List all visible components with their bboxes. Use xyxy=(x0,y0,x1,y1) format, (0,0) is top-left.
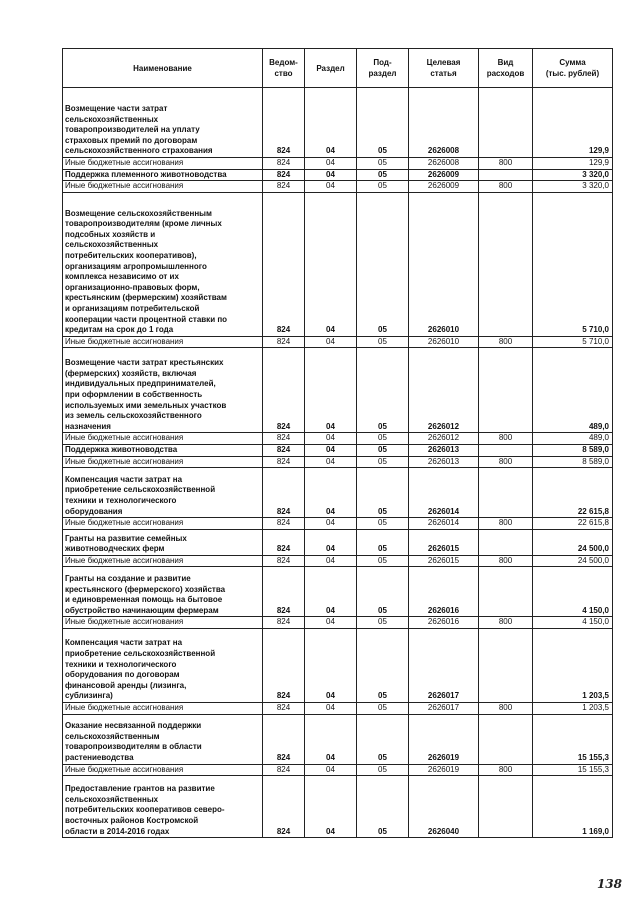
table-row xyxy=(63,192,613,336)
table-row xyxy=(63,348,613,433)
row-target: 2626012 xyxy=(409,433,479,445)
row-section: 04 xyxy=(305,468,357,518)
row-subsection: 05 xyxy=(357,456,409,468)
row-section: 04 xyxy=(305,628,357,702)
row-expense: 800 xyxy=(479,702,533,714)
row-dept: 824 xyxy=(263,169,305,181)
row-target: 2626012 xyxy=(409,348,479,433)
row-name: Возмещение сельскохозяйственным товаропроизводителям (кроме личных подсобных хозяйств и сельскохозяйственных потребительских кооперативов), организациям агропромышленного комплекса независимо от их организационно-правовых форм, крестьянским (фермерским) хозяйствам и организациям потребительской кооперации части процентной ставки по кредитам на срок до 1 года xyxy=(63,192,263,336)
row-name: Оказание несвязанной поддержки сельскохозяйственным товаропроизводителям в области растениеводства xyxy=(63,714,263,764)
row-expense: 800 xyxy=(479,456,533,468)
row-sum: 24 500,0 xyxy=(533,529,613,555)
row-name: Иные бюджетные ассигнования xyxy=(63,518,263,530)
row-dept: 824 xyxy=(263,336,305,348)
header-dept: Ведом- ство xyxy=(263,49,305,88)
row-subsection: 05 xyxy=(357,529,409,555)
row-dept: 824 xyxy=(263,529,305,555)
row-dept: 824 xyxy=(263,158,305,170)
row-dept: 824 xyxy=(263,444,305,456)
row-target: 2626014 xyxy=(409,518,479,530)
table-row xyxy=(63,158,613,170)
row-name: Предоставление грантов на развитие сельскохозяйственных потребительских кооперативов северо- восточных районов Костромской области в 2014-2016 годах xyxy=(63,776,263,838)
row-expense: 800 xyxy=(479,617,533,629)
row-target: 2626015 xyxy=(409,529,479,555)
table-row xyxy=(63,764,613,776)
row-expense xyxy=(479,714,533,764)
row-section: 04 xyxy=(305,764,357,776)
row-dept: 824 xyxy=(263,628,305,702)
row-name: Иные бюджетные ассигнования xyxy=(63,181,263,193)
row-sum: 4 150,0 xyxy=(533,567,613,617)
page-number: 138 xyxy=(596,877,622,891)
row-expense xyxy=(479,776,533,838)
header-sum: Сумма (тыс. рублей) xyxy=(533,49,613,88)
row-sum: 129,9 xyxy=(533,88,613,158)
table-row xyxy=(63,776,613,838)
row-subsection: 05 xyxy=(357,518,409,530)
table-row xyxy=(63,336,613,348)
row-subsection: 05 xyxy=(357,169,409,181)
table-row xyxy=(63,444,613,456)
row-expense xyxy=(479,192,533,336)
row-dept: 824 xyxy=(263,714,305,764)
row-expense xyxy=(479,169,533,181)
table-header-row xyxy=(63,49,613,88)
row-dept: 824 xyxy=(263,567,305,617)
row-sum: 489,0 xyxy=(533,433,613,445)
row-sum: 5 710,0 xyxy=(533,336,613,348)
table-row xyxy=(63,529,613,555)
row-section: 04 xyxy=(305,348,357,433)
row-target: 2626009 xyxy=(409,169,479,181)
row-dept: 824 xyxy=(263,702,305,714)
row-name: Возмещение части затрат сельскохозяйственных товаропроизводителей на уплату страховых премий по договорам сельскохозяйственного страхования xyxy=(63,88,263,158)
row-section: 04 xyxy=(305,181,357,193)
table-row xyxy=(63,702,613,714)
row-target: 2626010 xyxy=(409,192,479,336)
row-dept: 824 xyxy=(263,518,305,530)
row-sum: 4 150,0 xyxy=(533,617,613,629)
row-target: 2626016 xyxy=(409,567,479,617)
row-dept: 824 xyxy=(263,456,305,468)
table-row xyxy=(63,88,613,158)
row-sum: 24 500,0 xyxy=(533,555,613,567)
row-name: Компенсация части затрат на приобретение сельскохозяйственной техники и технологического оборудования по договорам финансовой аренды (лизинга, сублизинга) xyxy=(63,628,263,702)
row-target: 2626016 xyxy=(409,617,479,629)
row-name: Иные бюджетные ассигнования xyxy=(63,764,263,776)
row-expense xyxy=(479,444,533,456)
row-section: 04 xyxy=(305,555,357,567)
row-dept: 824 xyxy=(263,181,305,193)
row-subsection: 05 xyxy=(357,444,409,456)
row-expense xyxy=(479,567,533,617)
row-sum: 15 155,3 xyxy=(533,764,613,776)
table-row xyxy=(63,456,613,468)
row-name: Иные бюджетные ассигнования xyxy=(63,555,263,567)
table-row xyxy=(63,628,613,702)
row-section: 04 xyxy=(305,714,357,764)
row-subsection: 05 xyxy=(357,468,409,518)
row-sum: 3 320,0 xyxy=(533,169,613,181)
table-row xyxy=(63,518,613,530)
row-dept: 824 xyxy=(263,88,305,158)
row-name: Иные бюджетные ассигнования xyxy=(63,158,263,170)
table-row xyxy=(63,567,613,617)
row-expense xyxy=(479,348,533,433)
row-expense: 800 xyxy=(479,764,533,776)
row-section: 04 xyxy=(305,88,357,158)
table-body xyxy=(63,88,613,838)
table-row xyxy=(63,433,613,445)
row-target: 2626017 xyxy=(409,702,479,714)
row-target: 2626015 xyxy=(409,555,479,567)
row-section: 04 xyxy=(305,456,357,468)
row-sum: 3 320,0 xyxy=(533,181,613,193)
row-section: 04 xyxy=(305,529,357,555)
row-expense: 800 xyxy=(479,158,533,170)
row-subsection: 05 xyxy=(357,776,409,838)
row-subsection: 05 xyxy=(357,181,409,193)
row-section: 04 xyxy=(305,192,357,336)
row-dept: 824 xyxy=(263,776,305,838)
row-sum: 1 203,5 xyxy=(533,702,613,714)
row-subsection: 05 xyxy=(357,567,409,617)
row-target: 2626008 xyxy=(409,158,479,170)
table-row xyxy=(63,468,613,518)
row-expense xyxy=(479,468,533,518)
row-section: 04 xyxy=(305,702,357,714)
row-dept: 824 xyxy=(263,617,305,629)
row-sum: 22 615,8 xyxy=(533,518,613,530)
row-subsection: 05 xyxy=(357,192,409,336)
row-sum: 1 203,5 xyxy=(533,628,613,702)
budget-table xyxy=(62,48,613,838)
row-expense: 800 xyxy=(479,181,533,193)
row-target: 2626019 xyxy=(409,764,479,776)
row-section: 04 xyxy=(305,776,357,838)
row-target: 2626017 xyxy=(409,628,479,702)
header-target: Целевая статья xyxy=(409,49,479,88)
row-name: Иные бюджетные ассигнования xyxy=(63,617,263,629)
header-section: Раздел xyxy=(305,49,357,88)
row-target: 2626008 xyxy=(409,88,479,158)
row-dept: 824 xyxy=(263,433,305,445)
header-expense: Вид расходов xyxy=(479,49,533,88)
row-name: Компенсация части затрат на приобретение сельскохозяйственной техники и технологического оборудования xyxy=(63,468,263,518)
row-name: Гранты на создание и развитие крестьянского (фермерского) хозяйства и единовременная помощь на бытовое обустройство начинающим фермерам xyxy=(63,567,263,617)
row-name: Иные бюджетные ассигнования xyxy=(63,433,263,445)
row-sum: 489,0 xyxy=(533,348,613,433)
table-row xyxy=(63,714,613,764)
row-subsection: 05 xyxy=(357,617,409,629)
row-dept: 824 xyxy=(263,468,305,518)
row-target: 2626013 xyxy=(409,444,479,456)
row-sum: 129,9 xyxy=(533,158,613,170)
table-row xyxy=(63,555,613,567)
row-subsection: 05 xyxy=(357,702,409,714)
row-target: 2626010 xyxy=(409,336,479,348)
header-name: Наименование xyxy=(63,49,263,88)
row-dept: 824 xyxy=(263,555,305,567)
row-dept: 824 xyxy=(263,348,305,433)
row-sum: 8 589,0 xyxy=(533,444,613,456)
row-target: 2626014 xyxy=(409,468,479,518)
row-sum: 8 589,0 xyxy=(533,456,613,468)
row-subsection: 05 xyxy=(357,628,409,702)
row-dept: 824 xyxy=(263,764,305,776)
table-row xyxy=(63,617,613,629)
row-name: Возмещение части затрат крестьянских (фермерских) хозяйств, включая индивидуальных предпринимателей, при оформлении в собственность используемых ими земельных участков из земель сельскохозяйственного назначения xyxy=(63,348,263,433)
row-section: 04 xyxy=(305,444,357,456)
table-row xyxy=(63,169,613,181)
table-row xyxy=(63,181,613,193)
row-subsection: 05 xyxy=(357,348,409,433)
row-expense: 800 xyxy=(479,518,533,530)
row-name: Поддержка племенного животноводства xyxy=(63,169,263,181)
row-sum: 15 155,3 xyxy=(533,714,613,764)
row-name: Поддержка животноводства xyxy=(63,444,263,456)
row-name: Иные бюджетные ассигнования xyxy=(63,336,263,348)
header-subsection: Под- раздел xyxy=(357,49,409,88)
row-sum: 1 169,0 xyxy=(533,776,613,838)
row-sum: 22 615,8 xyxy=(533,468,613,518)
row-subsection: 05 xyxy=(357,158,409,170)
row-section: 04 xyxy=(305,158,357,170)
row-section: 04 xyxy=(305,518,357,530)
row-expense: 800 xyxy=(479,433,533,445)
row-expense xyxy=(479,529,533,555)
row-expense xyxy=(479,628,533,702)
row-subsection: 05 xyxy=(357,714,409,764)
row-expense: 800 xyxy=(479,555,533,567)
row-subsection: 05 xyxy=(357,88,409,158)
row-dept: 824 xyxy=(263,192,305,336)
row-section: 04 xyxy=(305,433,357,445)
row-subsection: 05 xyxy=(357,764,409,776)
row-section: 04 xyxy=(305,169,357,181)
row-name: Гранты на развитие семейных животноводческих ферм xyxy=(63,529,263,555)
row-section: 04 xyxy=(305,336,357,348)
row-subsection: 05 xyxy=(357,336,409,348)
row-sum: 5 710,0 xyxy=(533,192,613,336)
row-target: 2626009 xyxy=(409,181,479,193)
row-subsection: 05 xyxy=(357,433,409,445)
row-name: Иные бюджетные ассигнования xyxy=(63,456,263,468)
row-target: 2626040 xyxy=(409,776,479,838)
row-expense xyxy=(479,88,533,158)
row-target: 2626019 xyxy=(409,714,479,764)
row-section: 04 xyxy=(305,617,357,629)
row-section: 04 xyxy=(305,567,357,617)
row-subsection: 05 xyxy=(357,555,409,567)
row-expense: 800 xyxy=(479,336,533,348)
row-target: 2626013 xyxy=(409,456,479,468)
row-name: Иные бюджетные ассигнования xyxy=(63,702,263,714)
